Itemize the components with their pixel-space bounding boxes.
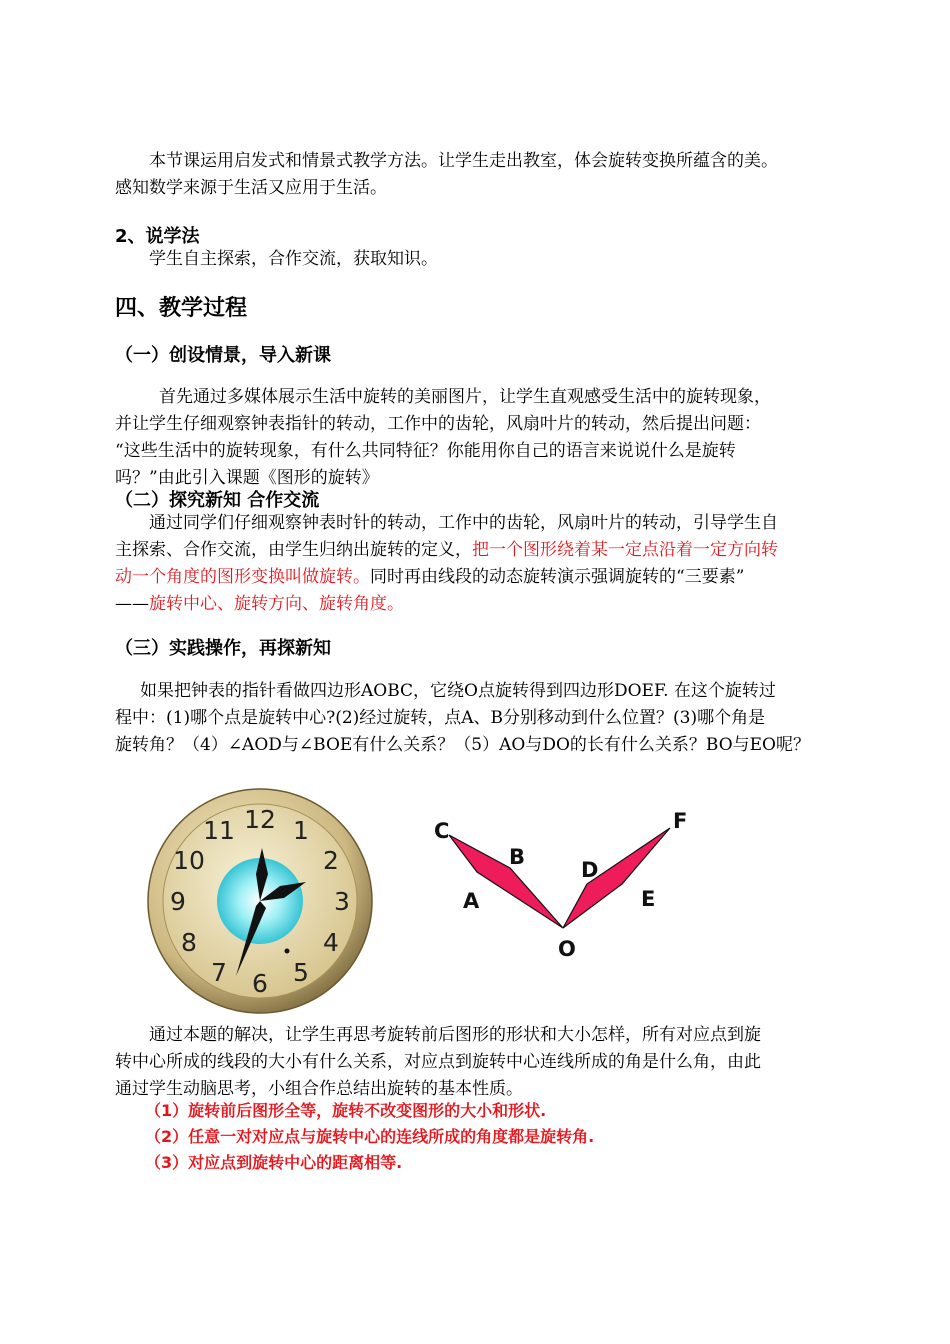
label-C: C bbox=[434, 819, 450, 843]
clock-number-9: 9 bbox=[170, 887, 186, 916]
clock-number-7: 7 bbox=[211, 958, 227, 987]
clock-number-10: 10 bbox=[173, 846, 205, 875]
part-1-line-1: 首先通过多媒体展示生活中旋转的美丽图片，让学生直观感受生活中的旋转现象， bbox=[159, 387, 771, 407]
conclusion-line-3: 通过学生动脑思考，小组合作总结出旋转的基本性质。 bbox=[115, 1079, 523, 1099]
conclusion-body bbox=[115, 1022, 840, 1103]
conclusion-line-1: 通过本题的解决，让学生再思考旋转前后图形的形状和大小怎样，所有对应点到旋 bbox=[149, 1025, 761, 1045]
section-4-heading: 四、教学过程 bbox=[115, 296, 248, 321]
clock-number-6: 6 bbox=[252, 969, 268, 998]
intro-line-2: 感知数学来源于生活又应用于生活。 bbox=[115, 178, 387, 198]
label-A: A bbox=[463, 889, 480, 913]
part-1-heading: （一）创设情景，导入新课 bbox=[115, 345, 331, 366]
part-1-line-4: 吗？”由此引入课题《图形的旋转》 bbox=[115, 468, 379, 488]
rotation-definition-start: 把一个图形绕着某一定点沿着一定方向转 bbox=[472, 540, 778, 560]
property-2: （2）任意一对对应点与旋转中心的连线所成的角度都是旋转角. bbox=[145, 1127, 595, 1146]
part-3-line-2: 程中：(1)哪个点是旋转中心?(2)经过旋转，点A、B分别移动到什么位置？(3)哪个角是 bbox=[115, 708, 766, 728]
label-F: F bbox=[673, 809, 688, 833]
part-2-line-4 bbox=[115, 591, 840, 618]
quadrilateral-DOEF bbox=[563, 828, 670, 928]
part-2-line-2 bbox=[115, 537, 840, 564]
part-1-line-3: “这些生活中的旋转现象，有什么共同特征？你能用你自己的语言来说说什么是旋转 bbox=[115, 441, 736, 461]
part-2-line-1: 通过同学们仔细观察钟表时针的转动，工作中的齿轮，风扇叶片的转动，引导学生自 bbox=[149, 513, 778, 533]
part-3-line-3: 旋转角？（4）∠AOD与∠BOE有什么关系？（5）AO与DO的长有什么关系？BO与EO呢？ bbox=[115, 735, 810, 755]
dash: —— bbox=[115, 594, 149, 614]
quadrilateral-AOBC bbox=[449, 835, 563, 928]
clock-number-4: 4 bbox=[323, 928, 339, 957]
clock-number-2: 2 bbox=[323, 846, 339, 875]
label-O: O bbox=[558, 937, 576, 961]
part-1-line-2: 并让学生仔细观察钟表指针的转动，工作中的齿轮，风扇叶片的转动，然后提出问题： bbox=[115, 414, 761, 434]
clock-number-1: 1 bbox=[293, 816, 309, 845]
intro-paragraph bbox=[115, 148, 840, 202]
section-2-body: 学生自主探索，合作交流，获取知识。 bbox=[149, 249, 438, 269]
part-3-body bbox=[115, 678, 840, 759]
clock-image bbox=[140, 786, 380, 1016]
part-2-heading: （二）探究新知 合作交流 bbox=[115, 490, 320, 511]
clock-number-5: 5 bbox=[293, 958, 309, 987]
clock-number-11: 11 bbox=[203, 816, 235, 845]
intro-line-1: 本节课运用启发式和情景式教学方法。让学生走出教室，体会旋转变换所蕴含的美。 bbox=[149, 151, 778, 171]
property-3: （3）对应点到旋转中心的距离相等. bbox=[145, 1153, 403, 1172]
part-1-body bbox=[115, 384, 840, 492]
part-2-line-3-text: 同时再由线段的动态旋转演示强调旋转的“三要素” bbox=[370, 567, 745, 587]
part-3-line-1: 如果把钟表的指针看做四边形AOBC，它绕O点旋转得到四边形DOEF. 在这个旋转过 bbox=[140, 681, 776, 701]
part-3-heading: （三）实践操作，再探新知 bbox=[115, 638, 331, 659]
label-B: B bbox=[509, 845, 526, 869]
clock-number-3: 3 bbox=[334, 887, 350, 916]
part-2-body bbox=[115, 510, 840, 618]
conclusion-line-2: 转中心所成的线段的大小有什么关系，对应点到旋转中心连线所成的角是什么角，由此 bbox=[115, 1052, 761, 1072]
section-2-heading: 2、说学法 bbox=[115, 226, 200, 247]
three-elements: 旋转中心、旋转方向、旋转角度。 bbox=[149, 594, 404, 614]
rotation-diagram bbox=[425, 800, 705, 970]
clock-dot bbox=[285, 949, 290, 954]
part-2-line-3 bbox=[115, 564, 840, 591]
part-2-line-2-text: 主探索、合作交流，由学生归纳出旋转的定义， bbox=[115, 540, 472, 560]
clock-number-12: 12 bbox=[244, 805, 276, 834]
clock-number-8: 8 bbox=[181, 928, 197, 957]
properties-list bbox=[115, 1098, 845, 1176]
label-E: E bbox=[641, 887, 656, 911]
label-D: D bbox=[581, 858, 599, 882]
property-1: （1）旋转前后图形全等，旋转不改变图形的大小和形状. bbox=[145, 1101, 547, 1120]
rotation-definition-end: 动一个角度的图形变换叫做旋转。 bbox=[115, 567, 370, 587]
